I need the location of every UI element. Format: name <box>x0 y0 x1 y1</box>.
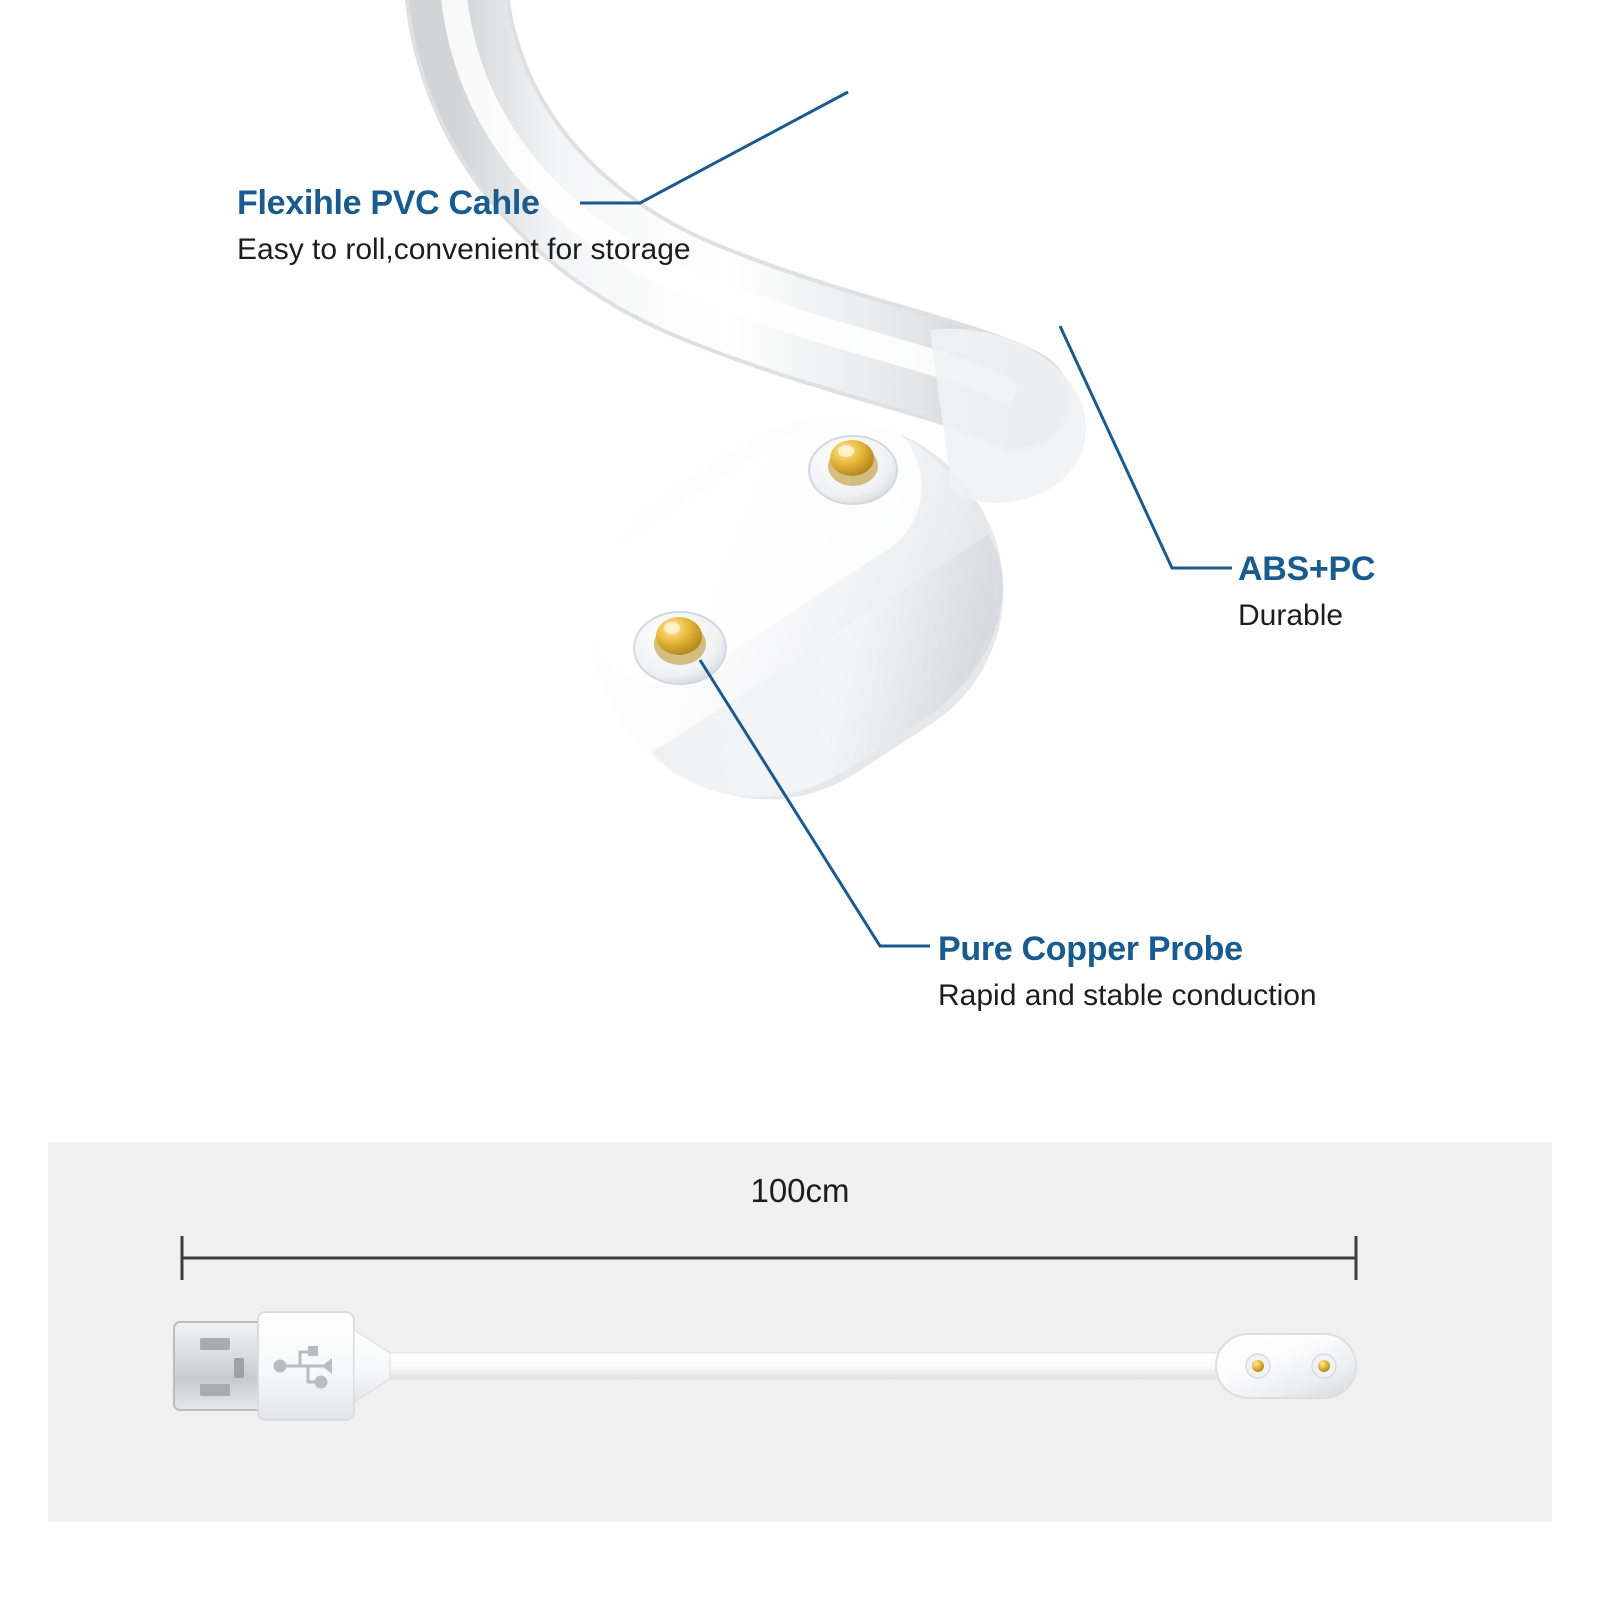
callout-title: ABS+PC <box>1238 550 1376 588</box>
callout-flexible-pvc-cable <box>237 182 691 272</box>
callout-title: Pure Copper Probe <box>938 930 1243 968</box>
connector-collar-graphic <box>930 329 1086 503</box>
callout-abs-pc <box>1238 548 1375 638</box>
callout-title: Flexihle PVC Cahle <box>237 184 540 222</box>
cable-length-label: 100cm <box>750 1172 850 1209</box>
callout-subtitle: Durable <box>1238 599 1344 632</box>
callout-subtitle: Easy to roll,convenient for storage <box>237 233 691 266</box>
callout-subtitle: Rapid and stable conduction <box>938 979 1317 1012</box>
leader-line-abs <box>1060 326 1232 568</box>
copper-probe-pin-bottom <box>634 612 726 684</box>
leader-line-probe <box>700 660 930 946</box>
connector-head-graphic <box>530 354 1065 865</box>
callout-pure-copper-probe <box>938 928 1317 1018</box>
copper-probe-pin-top <box>809 436 897 504</box>
